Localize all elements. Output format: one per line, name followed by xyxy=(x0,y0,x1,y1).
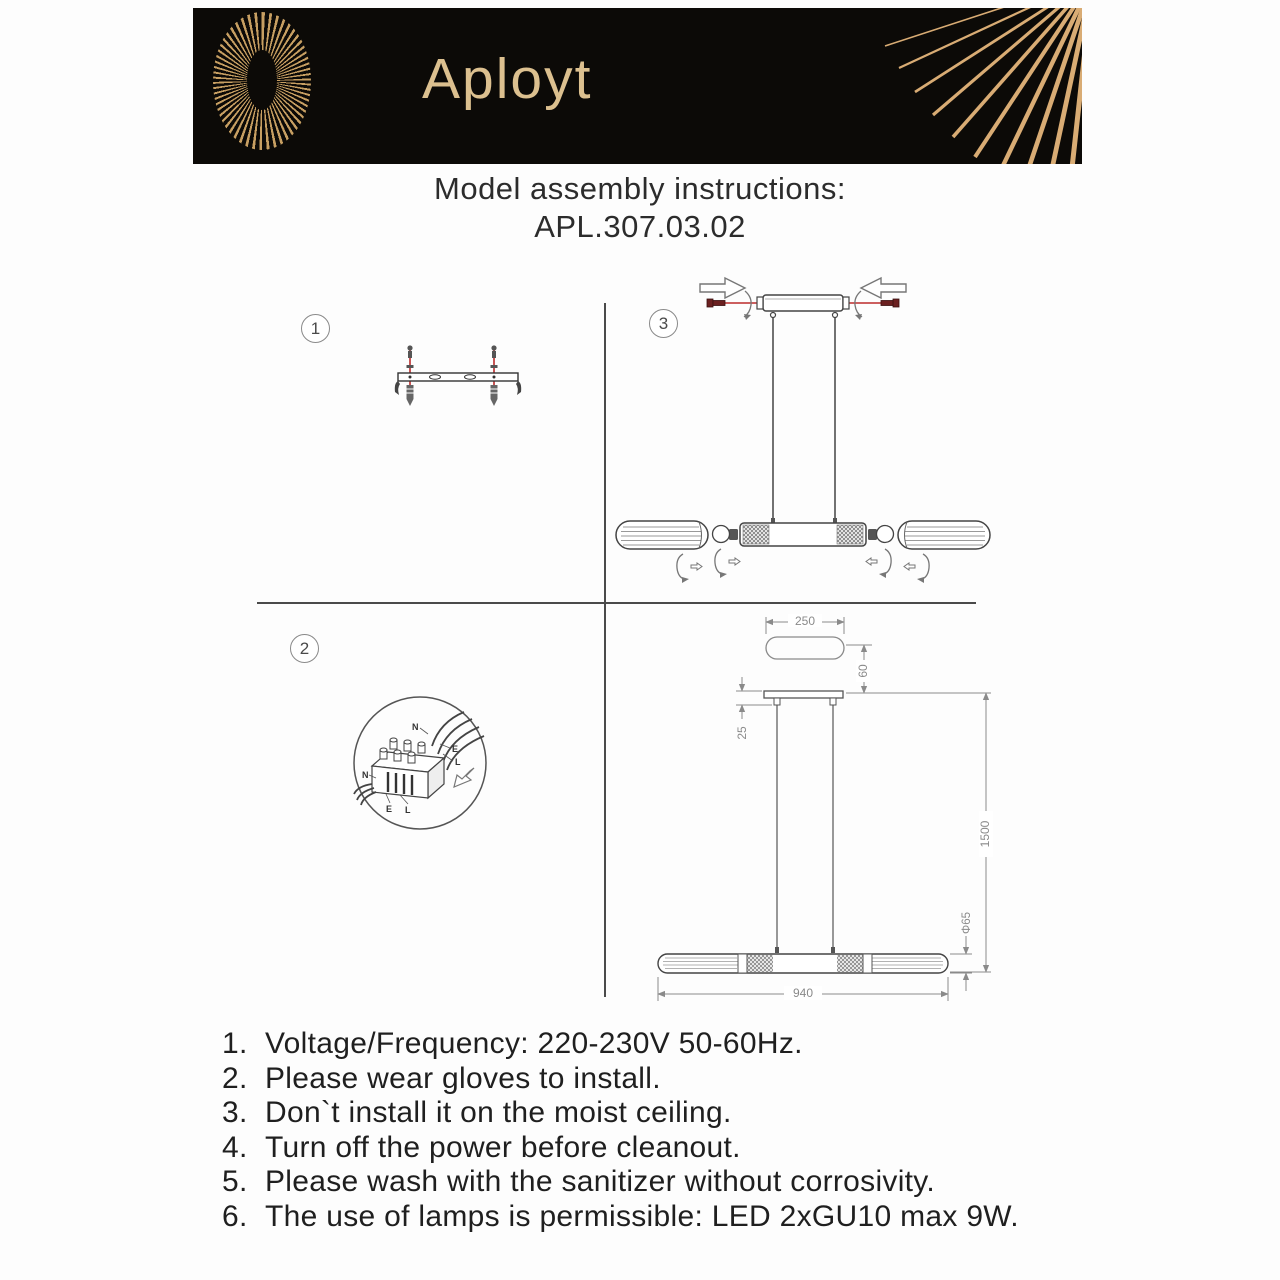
wire-label-l-in: L xyxy=(455,757,461,767)
instruction-number: 6. xyxy=(222,1199,248,1233)
dim-d65-lines xyxy=(950,936,972,991)
instruction-number: 3. xyxy=(222,1096,248,1129)
dimension-drawing xyxy=(650,603,995,1008)
suspension-wires xyxy=(771,313,838,522)
step-1-badge: 1 xyxy=(301,314,330,343)
instruction-item xyxy=(222,1062,1019,1097)
dim-fixture-length: 940 xyxy=(792,986,814,1000)
brand-name: Aployt xyxy=(422,47,593,111)
corner-rays-icon xyxy=(193,8,1082,164)
title-model-code: APL.307.03.02 xyxy=(534,209,746,244)
page-title xyxy=(0,170,1280,246)
wire-nub-right xyxy=(831,947,835,953)
instruction-item xyxy=(222,1200,1019,1235)
ceiling-canopy xyxy=(757,295,849,311)
insert-arrow-icon xyxy=(454,768,474,787)
screw-axis-lines xyxy=(410,348,494,390)
dim-canopy-height: 60 xyxy=(856,664,870,678)
lamp-body xyxy=(740,518,866,546)
lamp-side-view xyxy=(658,954,948,973)
wire-label-e-out: E xyxy=(386,804,393,814)
canopy-top-view xyxy=(766,637,844,659)
dim-base-thickness: 25 xyxy=(735,726,749,740)
instruction-text: The use of lamps is permissible: LED 2xGU10 max 9W. xyxy=(265,1199,1019,1233)
instruction-item xyxy=(222,1027,1019,1062)
brand-banner xyxy=(193,8,1082,164)
vertical-divider xyxy=(604,303,606,997)
rotate-arrowheads xyxy=(744,314,862,320)
step-1-bracket-diagram xyxy=(388,340,528,415)
instruction-item xyxy=(222,1131,1019,1166)
wire-label-n-out: N xyxy=(362,770,369,780)
instruction-list xyxy=(222,1027,1019,1234)
instruction-item xyxy=(222,1096,1019,1131)
wire-nub-left xyxy=(775,947,779,953)
dim-tube-diameter: Φ65 xyxy=(961,912,973,934)
instruction-text: Don`t install it on the moist ceiling. xyxy=(265,1096,732,1129)
push-arrow-left-icon xyxy=(700,278,745,298)
instruction-text: Turn off the power before cleanout. xyxy=(265,1130,741,1164)
instruction-text: Please wash with the sanitizer without corrosivity. xyxy=(265,1165,936,1198)
instruction-text: Please wear gloves to install. xyxy=(265,1061,661,1095)
terminal-block xyxy=(372,738,444,798)
instruction-number: 1. xyxy=(222,1027,248,1060)
instruction-item xyxy=(222,1165,1019,1200)
step-2-badge: 2 xyxy=(290,634,319,663)
instruction-number: 4. xyxy=(222,1130,248,1164)
suspension-wires xyxy=(777,705,833,951)
title-line1: Model assembly instructions: xyxy=(434,171,846,206)
instruction-text: Voltage/Frequency: 220-230V 50-60Hz. xyxy=(265,1027,803,1060)
step-3-assembly-diagram xyxy=(613,268,993,588)
instruction-number: 2. xyxy=(222,1061,248,1095)
dim-overall-drop: 1500 xyxy=(978,820,992,848)
mounting-bracket xyxy=(395,373,521,395)
wire-label-n-in: N xyxy=(412,722,419,732)
wall-anchors xyxy=(407,385,498,406)
twist-arrow-icons xyxy=(677,549,929,583)
screws xyxy=(407,345,498,368)
step-2-wiring-diagram xyxy=(348,688,498,838)
wire-label-e-in: E xyxy=(452,744,459,754)
canopy-side-view xyxy=(764,691,843,705)
push-arrow-right-icon xyxy=(861,278,906,298)
wire-label-l-out: L xyxy=(405,805,411,815)
step-3-badge: 3 xyxy=(649,309,678,338)
dim-canopy-length: 250 xyxy=(794,614,816,628)
instruction-number: 5. xyxy=(222,1165,248,1198)
